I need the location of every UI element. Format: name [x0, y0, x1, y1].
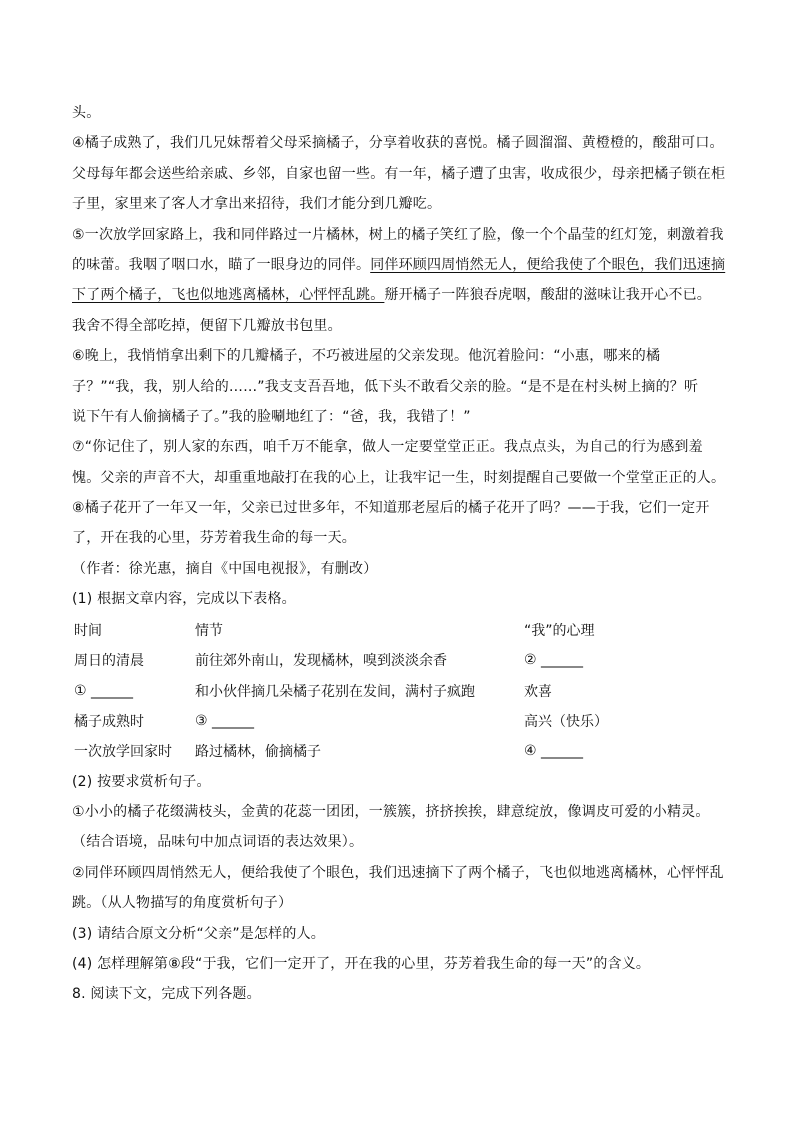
plain-text: 掰开橘子一阵狼吞虎咽，酸甜的滋味让我开心不已。	[384, 287, 712, 304]
paragraph-line	[72, 280, 722, 310]
question-2-1	[72, 797, 722, 858]
table-cell: 欢喜	[524, 683, 552, 700]
paragraph-line: ⑧橘子花开了一年又一年，父亲已过世多年，不知道那老屋后的橘子花开了吗？——于我，它们一定开	[72, 500, 710, 517]
table-row	[74, 645, 704, 675]
question-2: (2) 按要求赏析句子。	[72, 773, 211, 790]
paragraph-5	[72, 220, 726, 342]
paragraph-line: ⑦“你记住了，别人家的东西，咱千万不能拿，做人一定要堂堂正正。我点点头，为自己的行为感到羞	[72, 439, 703, 456]
question-line: （结合语境，品味句中加点词语的表达效果）。	[72, 834, 364, 851]
table-cell: 高兴（快乐）	[524, 714, 608, 730]
table-cell: 周日的清晨	[74, 653, 144, 670]
paragraph-8	[72, 493, 722, 554]
paragraph-line: ⑤一次放学回家路上，我和同伴路过一片橘林，树上的橘子笑红了脸，像一个个晶莹的红灯笼，刺激着我	[72, 226, 724, 243]
table-cell-blank: ② ______	[524, 652, 584, 669]
paragraph-line: 父母每年都会送些给亲戚、乡邻，自家也留一些。有一年，橘子遭了虫害，收成很少，母亲把橘子锁在柜	[72, 165, 726, 182]
table-row	[74, 675, 704, 705]
table-header: 时间	[74, 622, 102, 639]
paragraph-line	[72, 250, 726, 280]
table-header-row	[74, 615, 704, 645]
underlined-sentence: 下了两个橘子，飞也似地逃离橘林，心怦怦乱跳。	[72, 287, 385, 304]
paragraph-line: 说下午有人偷摘橘子了。”我的脸唰地红了：“爸，我，我错了！”	[72, 408, 471, 425]
table-header: “我”的心理	[524, 622, 595, 639]
paragraph-4	[72, 128, 726, 219]
table-row	[74, 706, 704, 736]
source-attribution: （作者：徐光惠，摘自《中国电视报》，有删改）	[72, 560, 378, 577]
paragraph-line: 了，开在我的心里，芬芳着我生命的每一天。	[72, 530, 356, 547]
paragraph-line: ④橘子成熟了，我们几兄妹帮着父母采摘橘子，分享着收获的喜悦。橘子圆溜溜、黄橙橙的，酸甜可口。	[72, 135, 724, 152]
question-1: (1) 根据文章内容，完成以下表格。	[72, 591, 296, 608]
paragraph-line: ⑥晚上，我悄悄拿出剩下的几瓣橘子，不巧被进屋的父亲发现。他沉着脸问：“小惠，哪来的橘	[72, 348, 661, 365]
table-cell-blank: ④ ______	[524, 743, 584, 760]
plain-text: 的味蕾。我咽了咽口水，瞄了一眼身边的同伴。	[72, 256, 371, 273]
document-page	[72, 98, 726, 1010]
table-header: 情节	[195, 622, 223, 639]
table-row	[74, 736, 704, 766]
question-line: 跳。（从人物描写的角度赏析句子）	[72, 895, 293, 912]
table-cell: 一次放学回家时	[74, 744, 172, 761]
paragraph-7	[72, 432, 726, 493]
table-cell-blank: ③ ______	[195, 713, 255, 729]
table-cell: 橘子成熟时	[74, 714, 144, 730]
table-cell-blank: ① ______	[74, 682, 134, 699]
question-2-2	[72, 858, 722, 919]
table-cell: 路过橘林，偷摘橘子	[195, 744, 321, 761]
question-line: ①小小的橘子花缀满枝头，金黄的花蕊一团团，一簇簇，挤挤挨挨，肆意绽放，像调皮可爱的小精灵。	[72, 803, 710, 820]
paragraph-line: 我舍不得全部吃掉，便留下几瓣放书包里。	[72, 317, 342, 334]
paragraph-line: 子里，家里来了客人才拿出来招待，我们才能分到几瓣吃。	[72, 196, 442, 213]
question-3: (3) 请结合原文分析“父亲”是怎样的人。	[72, 925, 325, 942]
answer-table	[74, 615, 704, 767]
table-cell: 前往郊外南山，发现橘林，嗅到淡淡余香	[195, 653, 447, 670]
question-4: (4) 怎样理解第⑧段“于我，它们一定开了，开在我的心里，芬芳着我生命的每一天”的含义。	[72, 955, 651, 972]
paragraph-3-tail: 头。	[72, 105, 101, 121]
table-cell: 和小伙伴摘几朵橘子花别在发间，满村子疯跑	[195, 683, 475, 700]
question-line: ②同伴环顾四周悄然无人，便给我使了个眼色，我们迅速摘下了两个橘子，飞也似地逃离橘林，心怦怦乱	[72, 864, 724, 881]
paragraph-line: 愧。父亲的声音不大，却重重地敲打在我的心上，让我牢记一生，时刻提醒自己要做一个堂堂正正的人。	[72, 469, 726, 486]
paragraph-line: 子？”“我，我，别人给的……”我支支吾吾地，低下头不敢看父亲的脸。“是不是在村头树上摘的？听	[72, 378, 699, 395]
underlined-sentence: 同伴环顾四周悄然无人，便给我使了个眼色，我们迅速摘	[370, 256, 726, 273]
question-8-heading: 8. 阅读下文，完成下列各题。	[72, 986, 261, 1003]
paragraph-6	[72, 341, 722, 432]
